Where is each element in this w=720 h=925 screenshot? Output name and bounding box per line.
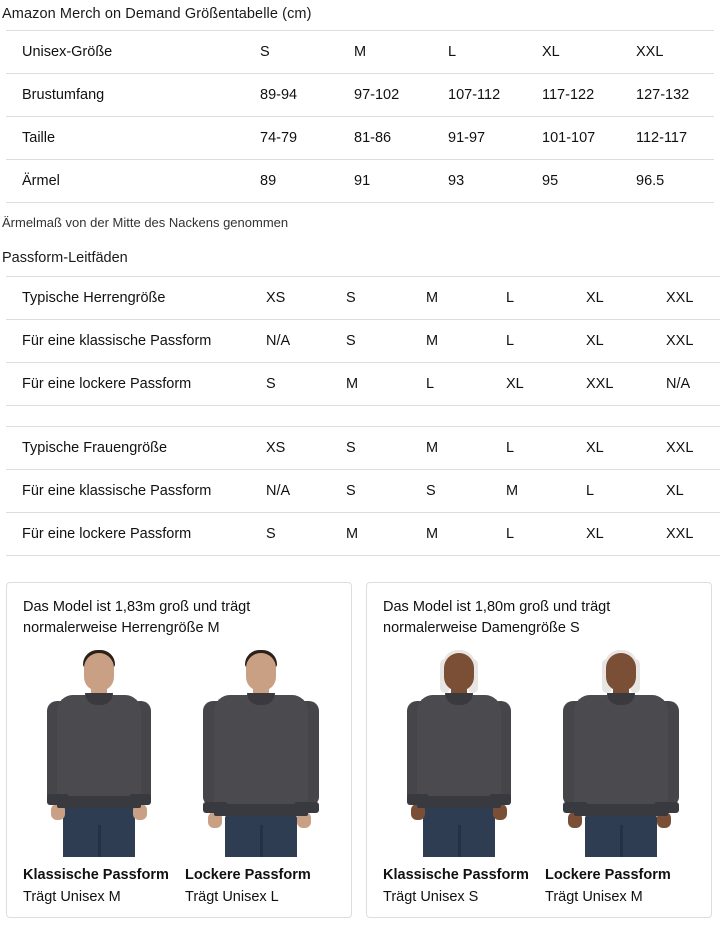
table-row [6,31,714,74]
fit-name: Lockere Passform [545,867,671,883]
hem-icon [214,804,308,816]
cell: 112-117 [620,117,714,160]
cell: XL [490,363,570,406]
cell: XXL [650,320,720,363]
model-cards [6,582,714,918]
table-gap [0,406,720,426]
fit-name: Klassische Passform [383,867,529,883]
model-photo-male-classic [23,647,175,857]
table-row [6,363,720,406]
cell: XXL [620,31,714,74]
table-row [6,470,720,513]
fit-guides-label: Passform-Leitfäden [2,250,128,266]
cell: 97-102 [338,74,432,117]
cell: XL [650,470,720,513]
cell: XXL [650,427,720,470]
sweatshirt-icon [57,695,141,807]
leg-split [620,825,623,857]
cell: S [410,470,490,513]
cell: XS [250,277,330,320]
cell: L [410,363,490,406]
cell: XXL [570,363,650,406]
cell: M [410,427,490,470]
fit-size: Trägt Unisex M [545,889,643,905]
cell: L [490,277,570,320]
cell: XL [570,277,650,320]
hem-icon [417,796,501,808]
cell: XL [570,427,650,470]
cell: S [330,427,410,470]
cell: XXL [650,277,720,320]
row-label: Ärmel [6,160,244,203]
cell: XL [570,513,650,556]
leg-split [98,825,101,857]
row-label: Brustumfang [6,74,244,117]
cell: S [250,363,330,406]
sweatshirt-icon [214,695,308,815]
table-row [6,320,720,363]
cell: S [244,31,338,74]
card-title: Das Model ist 1,83m groß und trägt normalerweise Herrengröße M [23,599,251,636]
cell: N/A [650,363,720,406]
sweatshirt-icon [574,695,668,815]
fit-name: Lockere Passform [185,867,311,883]
mens-model-card [6,582,352,918]
model-classic-fit-male [23,647,175,905]
cell: 117-122 [526,74,620,117]
table-row [6,74,714,117]
model-row [23,647,335,905]
head-icon [444,653,474,691]
table-row [6,513,720,556]
mens-fit-table [6,276,720,406]
head-icon [246,653,276,691]
card-title: Das Model ist 1,80m groß und trägt normalerweise Damengröße S [383,599,611,636]
table-row [6,117,714,160]
leg-split [260,825,263,857]
cell: 107-112 [432,74,526,117]
table-row [6,277,720,320]
hem-icon [574,804,668,816]
model-photo-female-classic [383,647,535,857]
cell: M [330,363,410,406]
cell: XS [250,427,330,470]
cell: L [432,31,526,74]
row-label: Typische Frauengröße [6,427,250,470]
cell: 127-132 [620,74,714,117]
unisex-size-table [6,30,714,203]
row-label: Unisex-Größe [6,31,244,74]
cell: L [570,470,650,513]
cell: M [338,31,432,74]
cell: S [330,470,410,513]
row-label: Für eine klassische Passform [6,470,250,513]
fit-name: Klassische Passform [23,867,169,883]
cell: M [410,320,490,363]
model-classic-fit-female [383,647,535,905]
cell: 74-79 [244,117,338,160]
cell: 81-86 [338,117,432,160]
cell: S [330,320,410,363]
cell: M [410,277,490,320]
fit-size: Trägt Unisex L [185,889,279,905]
cell: 89 [244,160,338,203]
cell: 89-94 [244,74,338,117]
page-title: Amazon Merch on Demand Größentabelle (cm) [2,6,312,22]
table-row [6,160,714,203]
model-loose-fit-female [545,647,697,905]
row-label: Für eine lockere Passform [6,513,250,556]
fit-size: Trägt Unisex M [23,889,121,905]
cell: XXL [650,513,720,556]
womens-fit-table [6,426,720,556]
leg-split [458,825,461,857]
cell: 91-97 [432,117,526,160]
cell: L [490,513,570,556]
hem-icon [57,796,141,808]
head-icon [606,653,636,691]
cell: 101-107 [526,117,620,160]
table-row [6,427,720,470]
sleeve-measurement-note: Ärmelmaß von der Mitte des Nackens genommen [2,215,289,230]
cell: M [490,470,570,513]
cell: N/A [250,320,330,363]
row-label: Für eine klassische Passform [6,320,250,363]
cell: M [410,513,490,556]
model-row [383,647,695,905]
cell: S [250,513,330,556]
cell: 93 [432,160,526,203]
cell: XL [570,320,650,363]
cell: 95 [526,160,620,203]
cell: 96.5 [620,160,714,203]
model-photo-male-loose [185,647,337,857]
cell: L [490,427,570,470]
sweatshirt-icon [417,695,501,807]
cell: XL [526,31,620,74]
row-label: Typische Herrengröße [6,277,250,320]
row-label: Für eine lockere Passform [6,363,250,406]
cell: N/A [250,470,330,513]
cell: S [330,277,410,320]
fit-size: Trägt Unisex S [383,889,479,905]
cell: M [330,513,410,556]
model-loose-fit-male [185,647,337,905]
cell: 91 [338,160,432,203]
model-photo-female-loose [545,647,697,857]
row-label: Taille [6,117,244,160]
head-icon [84,653,114,691]
cell: L [490,320,570,363]
womens-model-card [366,582,712,918]
